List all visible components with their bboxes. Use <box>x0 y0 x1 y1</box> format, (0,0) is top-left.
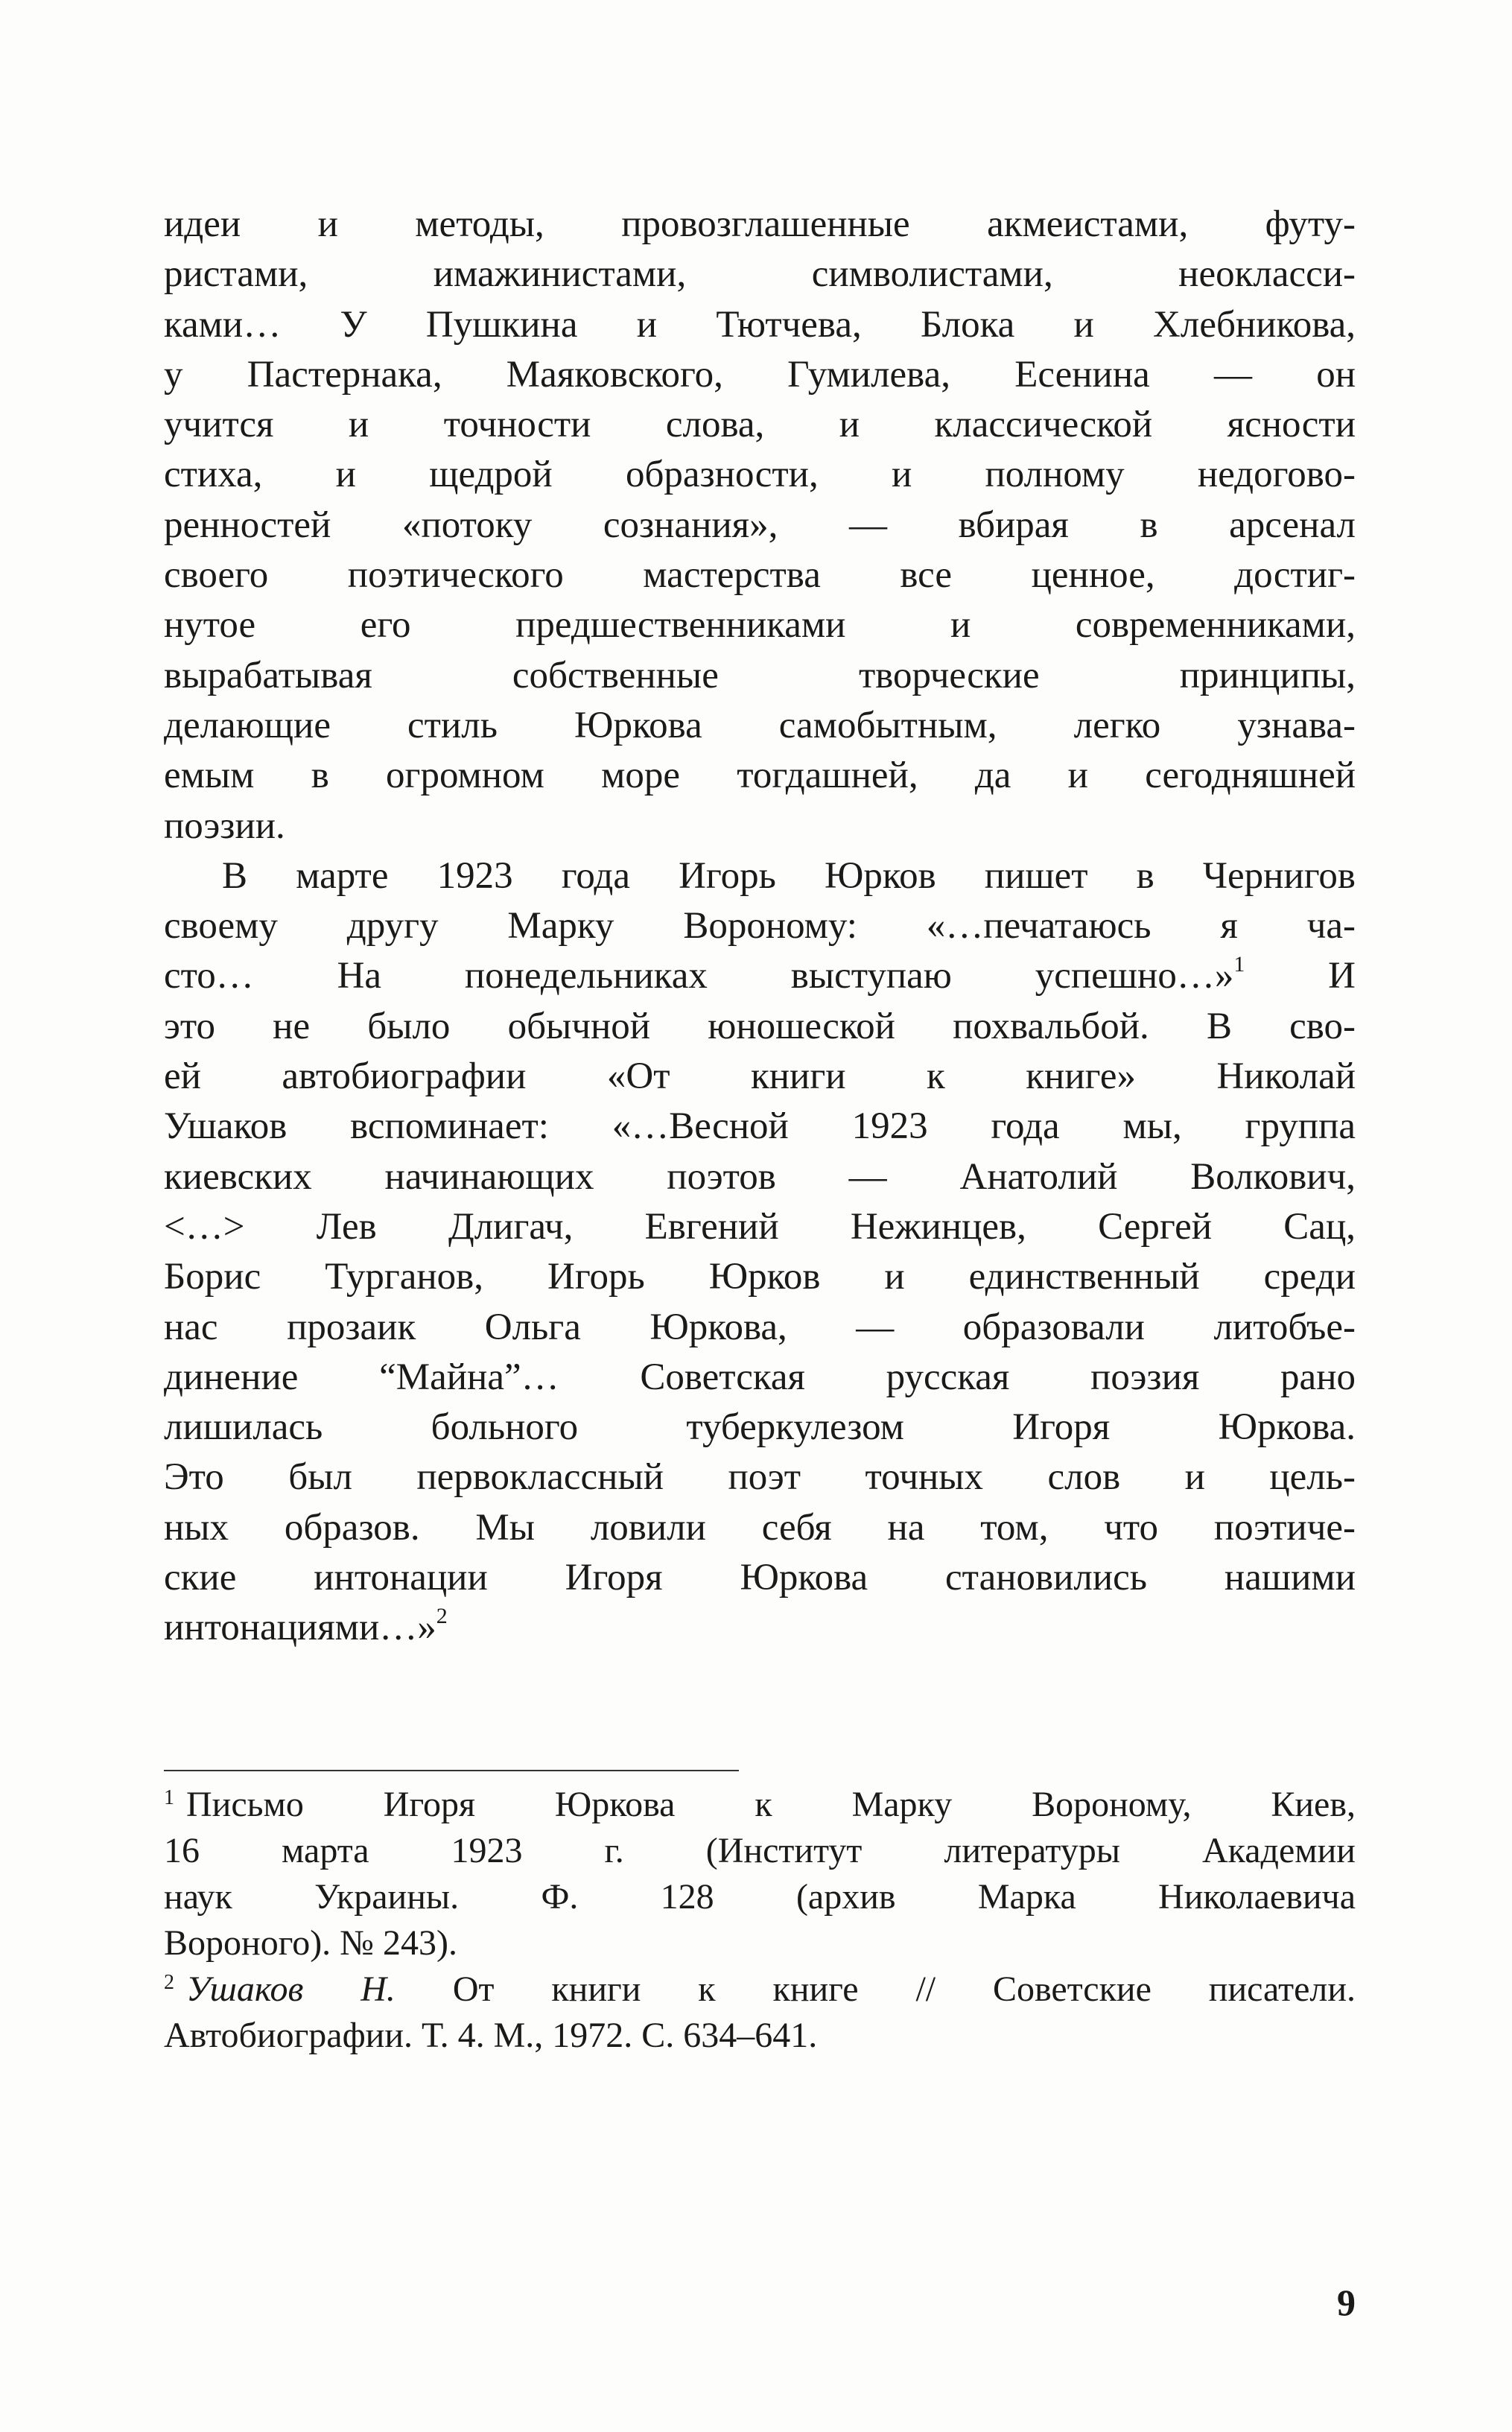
text-line: своего поэтического мастерства все ценное, достиг- <box>164 554 1356 597</box>
footnote-ref-1[interactable]: 1 <box>1233 952 1245 977</box>
text-line: лишилась больного туберкулезом Игоря Юркова. <box>164 1406 1356 1449</box>
text-line: Ушаков вспоминает: «…Весной 1923 года мы, группа <box>164 1105 1356 1148</box>
text-line: киевских начинающих поэтов — Анатолий Волкович, <box>164 1155 1356 1198</box>
text-line: учится и точности слова, и классической ясности <box>164 404 1356 446</box>
footnote-2-line <box>164 1966 1356 2013</box>
text-line: ей автобиографии «От книги к книге» Николай <box>164 1055 1356 1098</box>
text-line <box>164 1603 1356 1653</box>
footnote-1-line: 16 марта 1923 г. (Институт литературы Академии <box>164 1831 1356 1870</box>
text-line: ские интонации Игоря Юркова становились нашими <box>164 1557 1356 1599</box>
paragraph-start-line: В марте 1923 года Игорь Юрков пишет в Чернигов <box>222 854 1356 897</box>
text-line <box>164 951 1356 1001</box>
footnote-1-line: наук Украины. Ф. 128 (архив Марка Николаевича <box>164 1877 1356 1917</box>
text-line: идеи и методы, провозглашенные акмеистами, футу- <box>164 203 1356 245</box>
text-line: нас прозаик Ольга Юркова, — образовали литобъе- <box>164 1306 1356 1348</box>
text-line: это не было обычной юношеской похвальбой. В сво- <box>164 1005 1356 1047</box>
text-line: ренностей «потоку сознания», — вбирая в арсенал <box>164 504 1356 546</box>
text-line: емым в огромном море тогдашней, да и сегодняшней <box>164 755 1356 797</box>
text-line: ками… У Пушкина и Тютчева, Блока и Хлебникова, <box>164 303 1356 346</box>
text-line: ристами, имажинистами, символистами, неокласси- <box>164 253 1356 296</box>
line-text: интонациями…» <box>164 1607 436 1649</box>
text-line: нутое его предшественниками и современниками, <box>164 604 1356 647</box>
text-line: делающие стиль Юркова самобытным, легко узнава- <box>164 704 1356 746</box>
text-line: стиха, и щедрой образности, и полному недогово- <box>164 454 1356 496</box>
footnotes <box>164 1782 1356 2059</box>
text-line: ных образов. Мы ловили себя на том, что поэтиче- <box>164 1506 1356 1549</box>
footnote-separator <box>164 1770 739 1771</box>
page-number: 9 <box>1337 2282 1356 2323</box>
footnote-1-mark: 1 <box>164 1786 174 1809</box>
footnote-author: Ушаков Н. <box>186 1969 396 2009</box>
line-text: И <box>1328 955 1356 997</box>
text-line: вырабатывая собственные творческие принципы, <box>164 654 1356 696</box>
text-line: поэзии. <box>164 804 285 847</box>
text-line: у Пастернака, Маяковского, Гумилева, Есенина — он <box>164 353 1356 396</box>
footnote-1-line <box>164 1782 1356 1828</box>
main-text <box>164 200 1356 1654</box>
text-line: Это был первоклассный поэт точных слов и цель- <box>164 1456 1356 1499</box>
text-line: <…> Лев Длигач, Евгений Нежинцев, Сергей Сац, <box>164 1205 1356 1248</box>
text-line: Борис Турганов, Игорь Юрков и единственный среди <box>164 1256 1356 1298</box>
footnote-1-line: Вороного). № 243). <box>164 1923 457 1963</box>
footnote-text: От книги к книге // Советские писатели. <box>452 1969 1356 2009</box>
footnote-ref-2[interactable]: 2 <box>436 1604 448 1629</box>
footnote-2-line: Автобиографии. Т. 4. М., 1972. С. 634–641. <box>164 2016 818 2055</box>
footnote-text: Письмо Игоря Юркова к Марку Вороному, Киев, <box>186 1785 1356 1824</box>
line-text: сто… На понедельниках выступаю успешно…» <box>164 955 1234 997</box>
text-line: своему другу Марку Вороному: «…печатаюсь я ча- <box>164 905 1356 947</box>
footnote-2-mark: 2 <box>164 1971 174 1994</box>
text-line: динение “Майна”… Советская русская поэзия рано <box>164 1356 1356 1398</box>
